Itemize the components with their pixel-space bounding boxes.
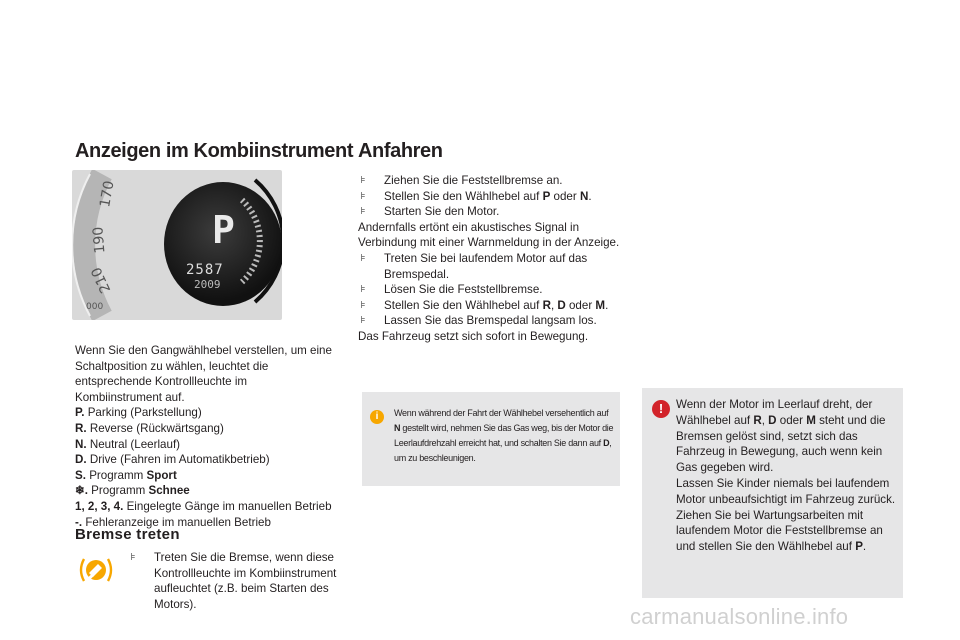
bullet-marker-icon: ⊧ [360,190,366,202]
gear-program-name: Sport [146,468,177,482]
step-text: Lassen Sie das Bremspedal langsam los. [384,314,597,328]
text-segment: gestellt wird, nehmen Sie das Gas weg, bis der Motor die Leerlaufdrehzahl erreicht hat, und schalten Sie dann auf [394,423,614,448]
step-bullet [358,298,638,314]
gear-description: Programm [85,468,147,482]
info-note-text [394,406,614,466]
text-segment: oder [550,189,580,203]
scale-number-bottom: 000 [86,302,104,312]
gear-indicator: P [212,208,235,252]
watermark: carmanualsonline.info [630,604,849,629]
gear-key: S. [75,468,86,482]
section-title-brake: Bremse treten [75,526,180,543]
text-segment: , um zu beschleunigen. [394,438,612,463]
step-bullet [358,189,638,205]
step-bullet [358,313,638,329]
gear-list-item [75,499,337,515]
gear-list-item [75,483,337,499]
gear-list-item [75,421,337,437]
text-segment: . [862,540,867,554]
step-bullet [358,251,638,282]
bullet-marker-icon: ⊧ [360,315,366,327]
warning-note-box [642,388,903,598]
text-segment: Stellen Sie den Wählhebel auf [384,189,543,203]
text-segment: , [761,413,769,427]
gear-indicator-description [75,343,337,530]
emphasis-text: M [806,413,816,427]
gear-key: ❄. [75,484,88,498]
gear-description: Reverse (Rückwärtsgang) [86,421,224,435]
scale-number-210: 210 [88,264,115,296]
info-icon: i [370,410,384,424]
fuel-arc [72,170,282,320]
section-title-start: Anfahren [358,140,443,162]
gear-key: P. [75,406,85,420]
gear-description: Fehleranzeige im manuellen Betrieb [82,515,271,529]
warning-note-text [676,397,898,555]
brake-pedal-warning-icon [78,556,114,584]
gear-key: R. [75,421,87,435]
gear-description: Parking (Parkstellung) [84,406,202,420]
gear-list-item [75,405,337,421]
step-text: Das Fahrzeug setzt sich sofort in Bewegung. [358,329,589,343]
step-text: Starten Sie den Motor. [384,205,500,219]
step-text: Ziehen Sie die Feststellbremse an. [384,174,563,187]
brake-instruction-text: Treten Sie die Bremse, wenn diese Kontrollleuchte im Kombiinstrument aufleuchtet (z.B. beim Starten des Motors). [154,551,337,611]
bullet-marker-icon: ⊧ [360,252,366,264]
trip-readout: 2009 [194,278,221,291]
bullet-marker-icon: ⊧ [130,552,136,563]
bullet-marker-icon: ⊧ [360,206,366,218]
emphasis-text: P [542,189,551,203]
gear-key: 1, 2, 3, 4. [75,499,124,513]
info-note-box [362,392,620,486]
text-segment: oder [565,298,596,312]
gear-list-item [75,437,337,453]
text-segment: Wenn während der Fahrt der Wählhebel versehentlich auf [394,408,609,418]
bullet-marker-icon: ⊧ [360,175,366,186]
emphasis-text: D [603,438,610,448]
gear-description: Neutral (Leerlauf) [86,437,181,451]
step-text: Treten Sie bei laufendem Motor auf das Bremspedal. [384,251,588,281]
scale-number-170: 170 [97,179,118,209]
text-segment: . [588,189,592,203]
text-segment: oder [776,413,807,427]
gear-key: -. [75,515,83,529]
gear-description: Drive (Fahren im Automatikbetrieb) [86,453,270,467]
gear-list-item [75,452,337,468]
section-title-instrument: Anzeigen im Kombiinstrument [75,140,354,162]
warning-icon: ! [652,400,670,418]
text-segment: Stellen Sie den Wählhebel auf [384,298,543,312]
gear-list-item [75,468,337,484]
step-note [358,220,638,251]
emphasis-text: D [557,298,566,312]
text-segment: , [550,298,558,312]
scale-number-190: 190 [90,225,109,255]
step-bullet [358,173,638,189]
gear-program-name: Schnee [148,484,190,498]
instrument-cluster-illustration [72,170,282,320]
text-segment: Wenn der Motor im Leerlauf dreht, der Wählhebel auf [676,398,873,427]
emphasis-text: M [595,298,606,312]
odometer-readout: 2587 [186,262,224,278]
text-segment: steht und die Bremsen gelöst sind, setzt sich das Fahrzeug in Bewegung, auch wenn kein Gas gegeben wird. Lassen Sie Kinder niemals bei laufendem Motor unbeaufsichtigt im Fahrzeug zurück. Ziehen Sie bei Wartungsarbeiten mit laufendem Motor die Feststellbremse an und stellen Sie den Wählhebel auf [676,413,896,554]
gear-key: D. [75,453,87,467]
brake-instruction [128,550,354,612]
text-segment: . [605,298,609,312]
step-note [358,329,638,345]
emphasis-text: D [768,413,777,427]
emphasis-text: N [394,423,401,433]
step-text: Lösen Sie die Feststellbremse. [384,283,543,297]
gear-description: Eingelegte Gänge im manuellen Betrieb [123,499,332,513]
start-procedure-steps [358,173,638,345]
bullet-marker-icon: ⊧ [360,284,366,296]
step-bullet [358,204,638,220]
gear-description: Programm [87,484,149,498]
bullet-marker-icon: ⊧ [360,299,366,311]
emphasis-text: P [855,540,863,554]
gear-position-list [75,405,337,530]
step-bullet [358,282,638,298]
gear-key: N. [75,437,87,451]
emphasis-text: R [542,298,551,312]
intro-text: Wenn Sie den Gangwählhebel verstellen, um eine Schaltposition zu wählen, leuchtet die entsprechende Kontrollleuchte im Kombiinstrument auf. [75,344,332,404]
emphasis-text: N [579,189,589,203]
emphasis-text: R [753,413,762,427]
step-text: Andernfalls ertönt ein akustisches Signal in Verbindung mit einer Warnmeldung in der Anzeige. [358,220,620,250]
